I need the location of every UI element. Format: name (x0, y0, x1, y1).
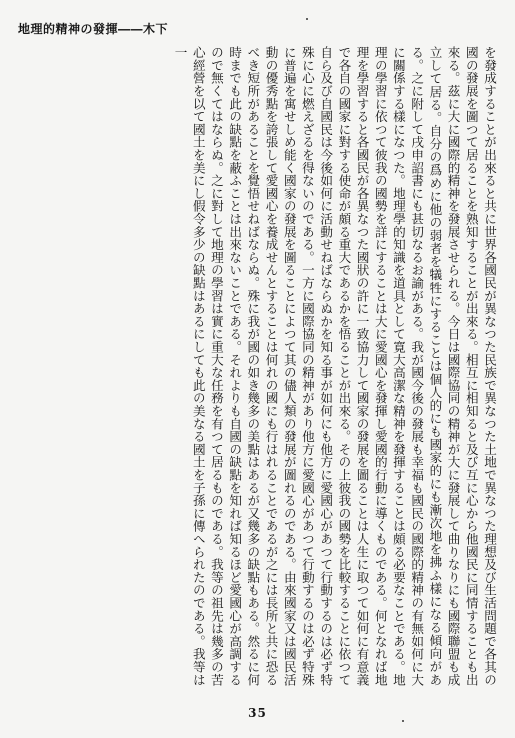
body-text-block (22, 46, 498, 686)
print-speck (402, 720, 404, 722)
body-paragraph: を發成することが出來ると共に世界各國民が異なつた民族で異なつた土地で異なつた理想及び生活問題で各其の國の發展を圖つて居ることを熟知することが出來る。相互に相知ると及び互に心から他國民に同情することも出來る。茲に大に國際的精神を發展させられる。今日は國際協同の精神が大に發展して曲りなりにも國際聯盟も成立して居る。自分の爲めに他の弱者を犠牲にすることは個人的にも國家的にも漸次地を拂ふ樣になる傾向がある。之に附して戌申詔書にも甚切なるお諭がある。我が國今後の發展も幸福も國民の國際的精神の有無如何に大に關係する樣になつた。地理學的知識を道具として寛大高潔な精神を發揮することは頗る必要なことである。地理の學習に依つて彼我の國勢を詳にすることは大に愛國心を發揮し愛國的行動に導くものである。何となれば地理を學習すると各國民が各異なつた國狀の許に一致協力して國家の發展を圖ることは人生に取つて如何に有意義で各自の國家に對する使命が頗る重大であるかを悟ることが出來る。その上彼我の國勢を比較することに依つて自ら及び自國民は今後如何に活動せねばならぬかを知る事が如何にも他方に愛國心があつて行動するのは必ず特殊に心に燃えざるを得ないのである。一方に國際協同の精神があり他方に愛國心があつて行動するのは必ず特殊に普遍を寓せしめ能く國家の發展を圖ることによつて其の儘人類の發展が圖れるのである。由來國家又は國民活動の優秀點を誇張して愛國心を養成せんとすることは何れの國にも行はれることであるが之には長所と共に恐るべき短所があることを覺悟せねばならぬ。殊に我が國の如き幾多の美點はあるが又幾多の缺點もある。然るに何時までも此の缺點を蔽ふことは出來ないことである。それよりも自國の缺點を知れば知るほど愛國心が高調するので無くてはならぬ。之に對して地理の學習は實に重大な任務を有つて居るものである。我等の祖先は幾多の苦心經營を以て國土を美にし假令多少の缺點はあるにしても此の美なる國土を子孫に傳へられたのである。我等は一 (172, 46, 497, 686)
running-head: 地理的精神の發揮――木下 (18, 22, 169, 36)
page-number: 35 (248, 706, 267, 720)
print-speck (306, 18, 308, 20)
